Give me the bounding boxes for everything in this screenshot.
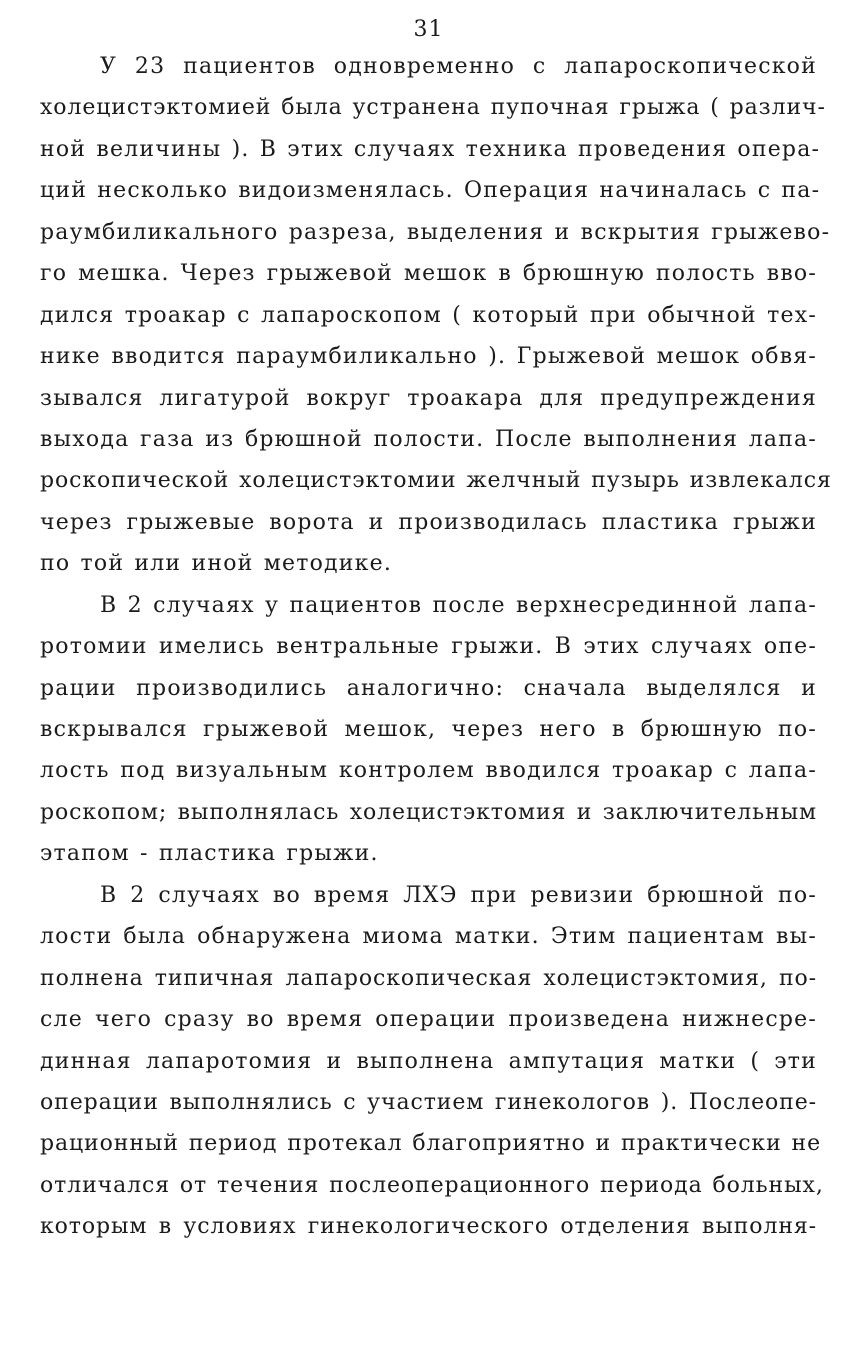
text-line: лости была обнаружена миома матки. Этим пациентам вы- xyxy=(40,924,817,950)
text-line: роскопом; выполнялась холецистэктомия и заключительным xyxy=(40,799,817,825)
paragraph-ventral-hernia xyxy=(40,585,817,875)
text-line: по той или иной методике. xyxy=(40,551,393,577)
text-line: ротомии имелись вентральные грыжи. В этих случаях опе- xyxy=(40,634,817,660)
text-line: вскрывался грыжевой мешок, через него в брюшную по- xyxy=(40,717,817,742)
body-text xyxy=(40,46,832,1248)
text-line: этапом - пластика грыжи. xyxy=(40,841,379,867)
text-line: раумбиликального разреза, выделения и вскрытия грыжево- xyxy=(40,219,831,245)
text-line: рационный период протекал благоприятно и практически не xyxy=(40,1131,822,1157)
text-line: В 2 случаях во время ЛХЭ при ревизии брюшной по- xyxy=(100,882,817,908)
text-line: через грыжевые ворота и производилась пластика грыжи xyxy=(40,509,817,535)
text-line: ций несколько видоизменялась. Операция начиналась с па- xyxy=(40,178,821,204)
page-number: 31 xyxy=(413,17,444,42)
paragraph-umbilical-hernia xyxy=(40,46,832,585)
text-line: нике вводится параумбиликально ). Грыжевой мешок обвя- xyxy=(40,344,817,370)
text-line: роскопической холецистэктомии желчный пузырь извлекался xyxy=(40,468,832,494)
text-line: операции выполнялись с участием гинекологов ). Послеопе- xyxy=(40,1089,817,1115)
text-line: отличался от течения послеоперационного периода больных, xyxy=(40,1172,824,1198)
paragraph-uterine-myoma xyxy=(40,875,824,1248)
text-line: дился троакар с лапароскопом ( который при обычной тех- xyxy=(40,302,817,328)
text-line: холецистэктомией была устранена пупочная грыжа ( различ- xyxy=(40,95,826,121)
text-line: выхода газа из брюшной полости. После выполнения лапа- xyxy=(40,426,817,452)
text-line: сле чего сразу во время операции произведена нижнесре- xyxy=(40,1007,817,1033)
text-line: В 2 случаях у пациентов после верхнесрединной лапа- xyxy=(100,592,817,618)
text-line: рации производились аналогично: сначала выделялся и xyxy=(40,675,817,701)
text-line: полнена типичная лапароскопическая холецистэктомия, по- xyxy=(40,965,817,991)
text-line: лость под визуальным контролем вводился троакар с лапа- xyxy=(40,758,817,784)
text-line: ной величины ). В этих случаях техника проведения опера- xyxy=(40,136,821,162)
text-line: зывался лигатурой вокруг троакара для предупреждения xyxy=(40,385,817,411)
text-line: У 23 пациентов одновременно с лапароскопической xyxy=(100,54,817,79)
text-line: го мешка. Через грыжевой мешок в брюшную полость вво- xyxy=(40,261,817,287)
text-line: которым в условиях гинекологического отделения выполня- xyxy=(40,1214,817,1240)
text-line: динная лапаротомия и выполнена ампутация матки ( эти xyxy=(40,1048,817,1074)
